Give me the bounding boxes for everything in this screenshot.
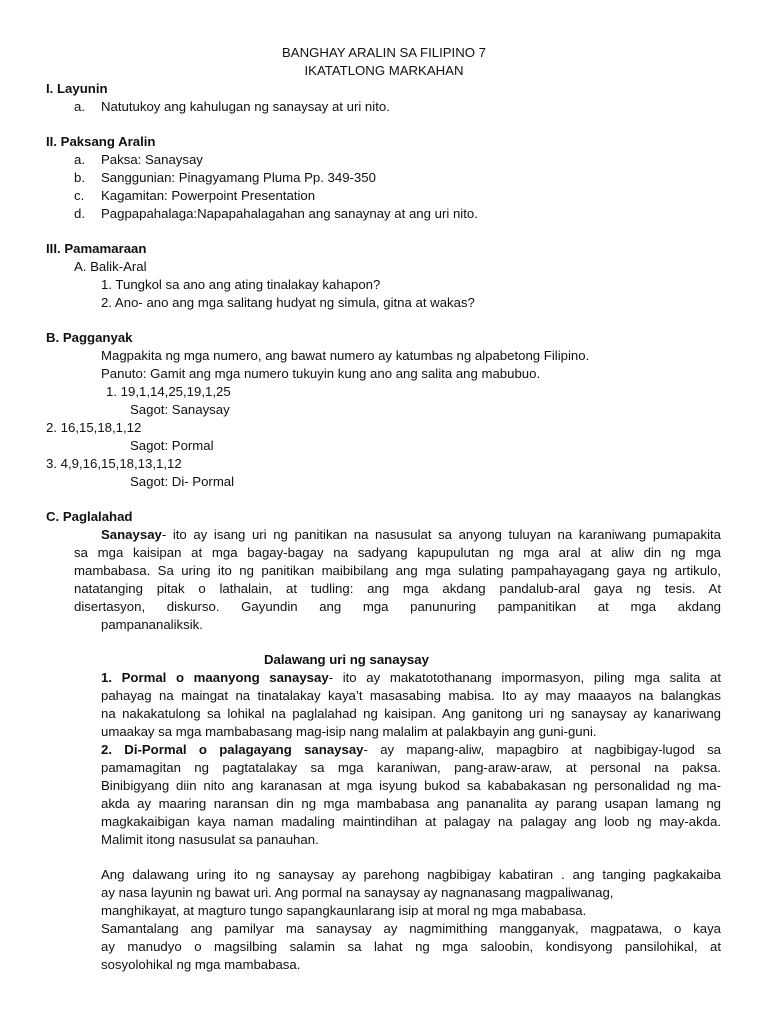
puzzle-answer: Sagot: Pormal bbox=[130, 438, 214, 453]
section-heading-pamamaraan: III. Pamamaraan bbox=[46, 241, 147, 256]
section-heading-paglalahad: C. Paglalahad bbox=[46, 509, 133, 524]
paglalahad-line: pampananaliksik. bbox=[101, 617, 203, 632]
paglalahad-line: natatanging pitak o lathalain, at tudling: ang mga akdang pandalub-aral gaya ng tesis. At bbox=[74, 581, 721, 596]
di-pormal-line: magkakaibigan kaya naman madaling maintindihan at palagay na palagay ang loob ng may-akda. bbox=[101, 814, 721, 829]
number-puzzle: 2. 16,15,18,1,12 bbox=[46, 420, 142, 435]
number-puzzle: 1. 19,1,14,25,19,1,25 bbox=[106, 384, 231, 399]
pagganyak-panuto: Panuto: Gamit ang mga numero tukuyin kung ano ang salita ang mabubuo. bbox=[101, 366, 541, 381]
list-marker: c. bbox=[74, 188, 85, 203]
pagganyak-intro: Magpakita ng mga numero, ang bawat numero ay katumbas ng alpabetong Filipino. bbox=[101, 348, 590, 363]
puzzle-answer: Sagot: Di- Pormal bbox=[130, 474, 235, 489]
pormal-line: - ito ay makatotothanang impormasyon, piling mga salita at bbox=[328, 670, 721, 685]
closing-line: ay manudyo o magsilbing salamin sa lahat ng mga saloobin, kondisyong pansilohikal, at bbox=[101, 939, 721, 954]
closing-line: sosyolohikal ng mga mambabasa. bbox=[101, 957, 301, 972]
paglalahad-line: mambabasa. Sa uring ito ng panitikan maibibilang ang mga sulating pampahayagang gaya ng artikulo, bbox=[74, 563, 721, 578]
di-pormal-line: Malimit itong nasusulat sa panauhan. bbox=[101, 832, 319, 847]
subsection-heading-balik-aral: A. Balik-Aral bbox=[74, 259, 147, 274]
list-marker: a. bbox=[74, 99, 85, 114]
list-item: Pagpapahalaga:Napapahalagahan ang sanaynay at ang uri nito. bbox=[101, 206, 478, 221]
di-pormal-line: - ay mapang-aliw, mapagbiro at nagbibigay-lugod sa bbox=[363, 742, 722, 757]
list-item: Kagamitan: Powerpoint Presentation bbox=[101, 188, 316, 203]
pormal-line: pahayag na maingat na tinatalakay kaya’t masasabing mabisa. Ito ay may maaayos na balangkas bbox=[101, 688, 721, 703]
di-pormal-first-line bbox=[101, 741, 721, 759]
paglalahad-first-line bbox=[101, 526, 721, 544]
paglalahad-line: sa mga kaisipan at mga bagay-bagay na sadyang kapupulutan ng mga aral at aliw din ng mga bbox=[74, 545, 721, 560]
di-pormal-line: pamamagitan ng pagtatalakay sa mga karaniwan, pang-araw-araw, at personal na paksa. bbox=[101, 760, 721, 775]
section-heading-layunin: I. Layunin bbox=[46, 81, 108, 96]
closing-line: Ang dalawang uring ito ng sanaysay ay parehong nagbibigay kabatiran . ang tanging pagkakaiba bbox=[101, 867, 721, 882]
puzzle-answer: Sagot: Sanaysay bbox=[130, 402, 230, 417]
pormal-line: na nakakatulong sa lohikal na paglalahad ng kaisipan. Ang ganitong uri ng sanaysay ay kanariwang bbox=[101, 706, 721, 721]
pormal-line: umaakay sa mga mambabasang mag-isip nang malalim at palakbayin ang guni-guni. bbox=[101, 724, 597, 739]
list-item: Sanggunian: Pinagyamang Pluma Pp. 349-350 bbox=[101, 170, 376, 185]
subsection-heading-dalawang-uri: Dalawang uri ng sanaysay bbox=[264, 652, 429, 667]
list-marker: a. bbox=[74, 152, 85, 167]
closing-line: manghikayat, at magturo tungo sapangkaunlarang isip at moral ng mga mababasa. bbox=[101, 903, 587, 918]
section-heading-paksang-aralin: II. Paksang Aralin bbox=[46, 134, 156, 149]
section-heading-pagganyak: B. Pagganyak bbox=[46, 330, 133, 345]
di-pormal-line: Binibigyang diin nito ang karanasan at mga isyung bukod sa kababakasan ng personalidad ng ma- bbox=[101, 778, 721, 793]
list-marker: d. bbox=[74, 206, 85, 221]
question-item: 1. Tungkol sa ano ang ating tinalakay kahapon? bbox=[101, 277, 381, 292]
number-puzzle: 3. 4,9,16,15,18,13,1,12 bbox=[46, 456, 182, 471]
paglalahad-line: disertasyon, diskurso. Gayundin ang mga panunuring pampanitikan at mga akdang bbox=[74, 599, 721, 614]
term-di-pormal: 2. Di-Pormal o palagayang sanaysay bbox=[101, 742, 364, 757]
list-item: Paksa: Sanaysay bbox=[101, 152, 203, 167]
closing-line: Samantalang ang pamilyar ma sanaysay ay nagmimithing mangganyak, magpatawa, o kaya bbox=[101, 921, 721, 936]
closing-line: ay nasa layunin ng bawat uri. Ang pormal na sanaysay ay nagnanasang magpaliwanag, bbox=[101, 885, 614, 900]
page-subtitle: IKATATLONG MARKAHAN bbox=[304, 63, 464, 78]
list-item: Natutukoy ang kahulugan ng sanaysay at uri nito. bbox=[101, 99, 390, 114]
page-title: BANGHAY ARALIN SA FILIPINO 7 bbox=[282, 45, 486, 60]
di-pormal-line: akda ay maaring naransan din ng mga mambabasa ang pananalita ay parang usapan lamang ng bbox=[101, 796, 721, 811]
question-item: 2. Ano- ano ang mga salitang hudyat ng simula, gitna at wakas? bbox=[101, 295, 475, 310]
list-marker: b. bbox=[74, 170, 85, 185]
pormal-first-line bbox=[101, 669, 721, 687]
term-sanaysay: Sanaysay bbox=[101, 527, 162, 542]
paglalahad-line: - ito ay isang uri ng panitikan na nasusulat sa anyong tuluyan na karaniwang pumapakita bbox=[161, 527, 721, 542]
term-pormal: 1. Pormal o maanyong sanaysay bbox=[101, 670, 329, 685]
